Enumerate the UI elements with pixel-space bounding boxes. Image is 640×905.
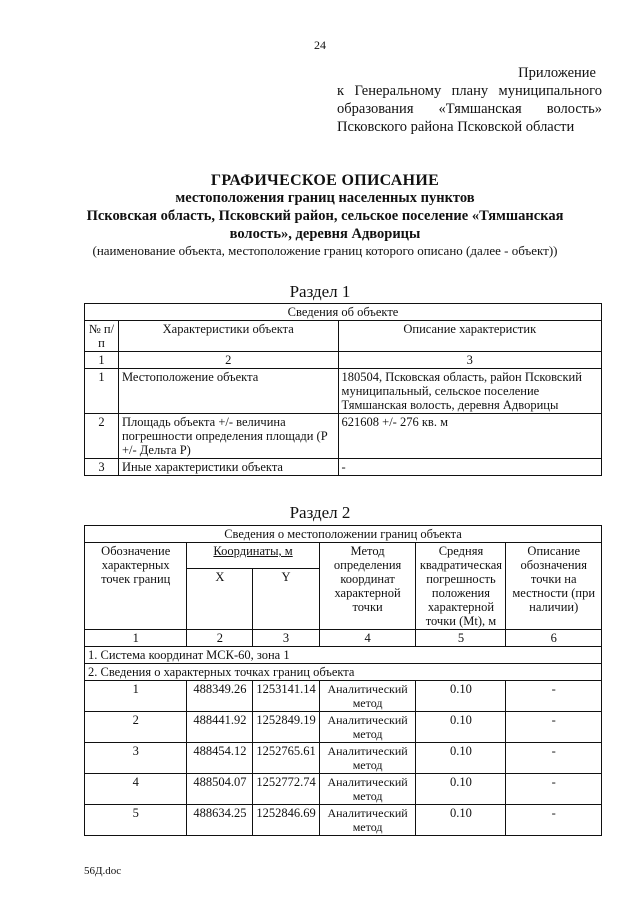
column-number: 1 [85, 352, 119, 369]
row-number: 3 [85, 459, 119, 476]
row-description: - [338, 459, 601, 476]
appendix-line: образования «Тямшанская волость» [337, 101, 602, 117]
point-mt: 0.10 [416, 774, 506, 805]
row-characteristic: Площадь объекта +/- величина погрешности определения площади (Р +/- Дельта Р) [118, 414, 338, 459]
column-header-number: № п/п [85, 321, 119, 352]
footer-filename: 56Д.doc [84, 865, 122, 877]
point-method: Аналитический метод [319, 743, 416, 774]
point-id: 4 [85, 774, 187, 805]
point-x: 488634.25 [187, 805, 253, 836]
table-row [85, 681, 602, 712]
table-title: Сведения об объекте [85, 304, 602, 321]
column-header-designation: Обозначение характерных точек границ [85, 543, 187, 630]
subtitle-line: местоположения границ населенных пунктов [175, 190, 475, 206]
appendix-block [337, 64, 602, 136]
object-caption: (наименование объекта, местоположение границ которого описано (далее - объект)) [92, 243, 558, 258]
column-number: 3 [338, 352, 601, 369]
column-number: 4 [319, 630, 416, 647]
page-number: 24 [314, 38, 326, 52]
row-characteristic: Местоположение объекта [118, 369, 338, 414]
point-id: 2 [85, 712, 187, 743]
column-number: 1 [85, 630, 187, 647]
point-y: 1252849.19 [253, 712, 319, 743]
coordinates-label: Координаты, м [213, 544, 293, 558]
coordinate-system-row: 1. Система координат МСК-60, зона 1 [85, 647, 602, 664]
point-method: Аналитический метод [319, 681, 416, 712]
column-number: 2 [187, 630, 253, 647]
object-info-table [84, 303, 602, 476]
table-row [85, 712, 602, 743]
points-heading-row: 2. Сведения о характерных точках границ объекта [85, 664, 602, 681]
column-header-x: X [187, 569, 253, 630]
point-mt: 0.10 [416, 743, 506, 774]
row-number: 1 [85, 369, 119, 414]
section-1-title: Раздел 1 [289, 282, 351, 301]
table-row [85, 805, 602, 836]
table-row [85, 743, 602, 774]
point-method: Аналитический метод [319, 712, 416, 743]
section-2-title: Раздел 2 [289, 503, 351, 522]
point-method: Аналитический метод [319, 805, 416, 836]
row-number: 2 [85, 414, 119, 459]
column-header-description: Описание характеристик [338, 321, 601, 352]
point-id: 3 [85, 743, 187, 774]
table-row [85, 414, 602, 459]
subtitle-line: волость», деревня Адворицы [229, 226, 421, 242]
subtitle-line: Псковская область, Псковский район, сельское поселение «Тямшанская [86, 208, 564, 224]
row-characteristic: Иные характеристики объекта [118, 459, 338, 476]
table-row [85, 774, 602, 805]
document-subtitle [40, 189, 610, 243]
column-number: 2 [118, 352, 338, 369]
point-x: 488349.26 [187, 681, 253, 712]
table-title: Сведения о местоположении границ объекта [85, 526, 602, 543]
column-header-point-description: Описание обозначения точки на местности (при наличии) [506, 543, 602, 630]
point-x: 488504.07 [187, 774, 253, 805]
point-x: 488441.92 [187, 712, 253, 743]
point-y: 1252765.61 [253, 743, 319, 774]
point-y: 1252772.74 [253, 774, 319, 805]
column-header-method: Метод определения координат характерной точки [319, 543, 416, 630]
row-description: 180504, Псковская область, район Псковский муниципальный, сельское поселение Тямшанская волость, деревня Адворицы [338, 369, 601, 414]
point-mt: 0.10 [416, 805, 506, 836]
appendix-title: Приложение [518, 65, 596, 81]
point-id: 5 [85, 805, 187, 836]
column-number: 5 [416, 630, 506, 647]
point-description: - [506, 774, 602, 805]
table-row [85, 369, 602, 414]
point-y: 1252846.69 [253, 805, 319, 836]
table-row [85, 459, 602, 476]
column-number: 3 [253, 630, 319, 647]
column-header-error: Средняя квадратическая погрешность положения характерной точки (Mt), м [416, 543, 506, 630]
column-header-y: Y [253, 569, 319, 630]
point-x: 488454.12 [187, 743, 253, 774]
boundary-points-table [84, 525, 602, 836]
point-method: Аналитический метод [319, 774, 416, 805]
appendix-line: к Генеральному плану муниципального [337, 83, 602, 99]
point-description: - [506, 681, 602, 712]
point-description: - [506, 805, 602, 836]
point-y: 1253141.14 [253, 681, 319, 712]
column-header-characteristic: Характеристики объекта [118, 321, 338, 352]
document-title: ГРАФИЧЕСКОЕ ОПИСАНИЕ [210, 172, 440, 189]
column-header-coordinates [187, 543, 319, 569]
column-number: 6 [506, 630, 602, 647]
point-mt: 0.10 [416, 681, 506, 712]
appendix-line: Псковского района Псковской области [337, 119, 575, 135]
point-mt: 0.10 [416, 712, 506, 743]
point-description: - [506, 712, 602, 743]
point-id: 1 [85, 681, 187, 712]
point-description: - [506, 743, 602, 774]
row-description: 621608 +/- 276 кв. м [338, 414, 601, 459]
